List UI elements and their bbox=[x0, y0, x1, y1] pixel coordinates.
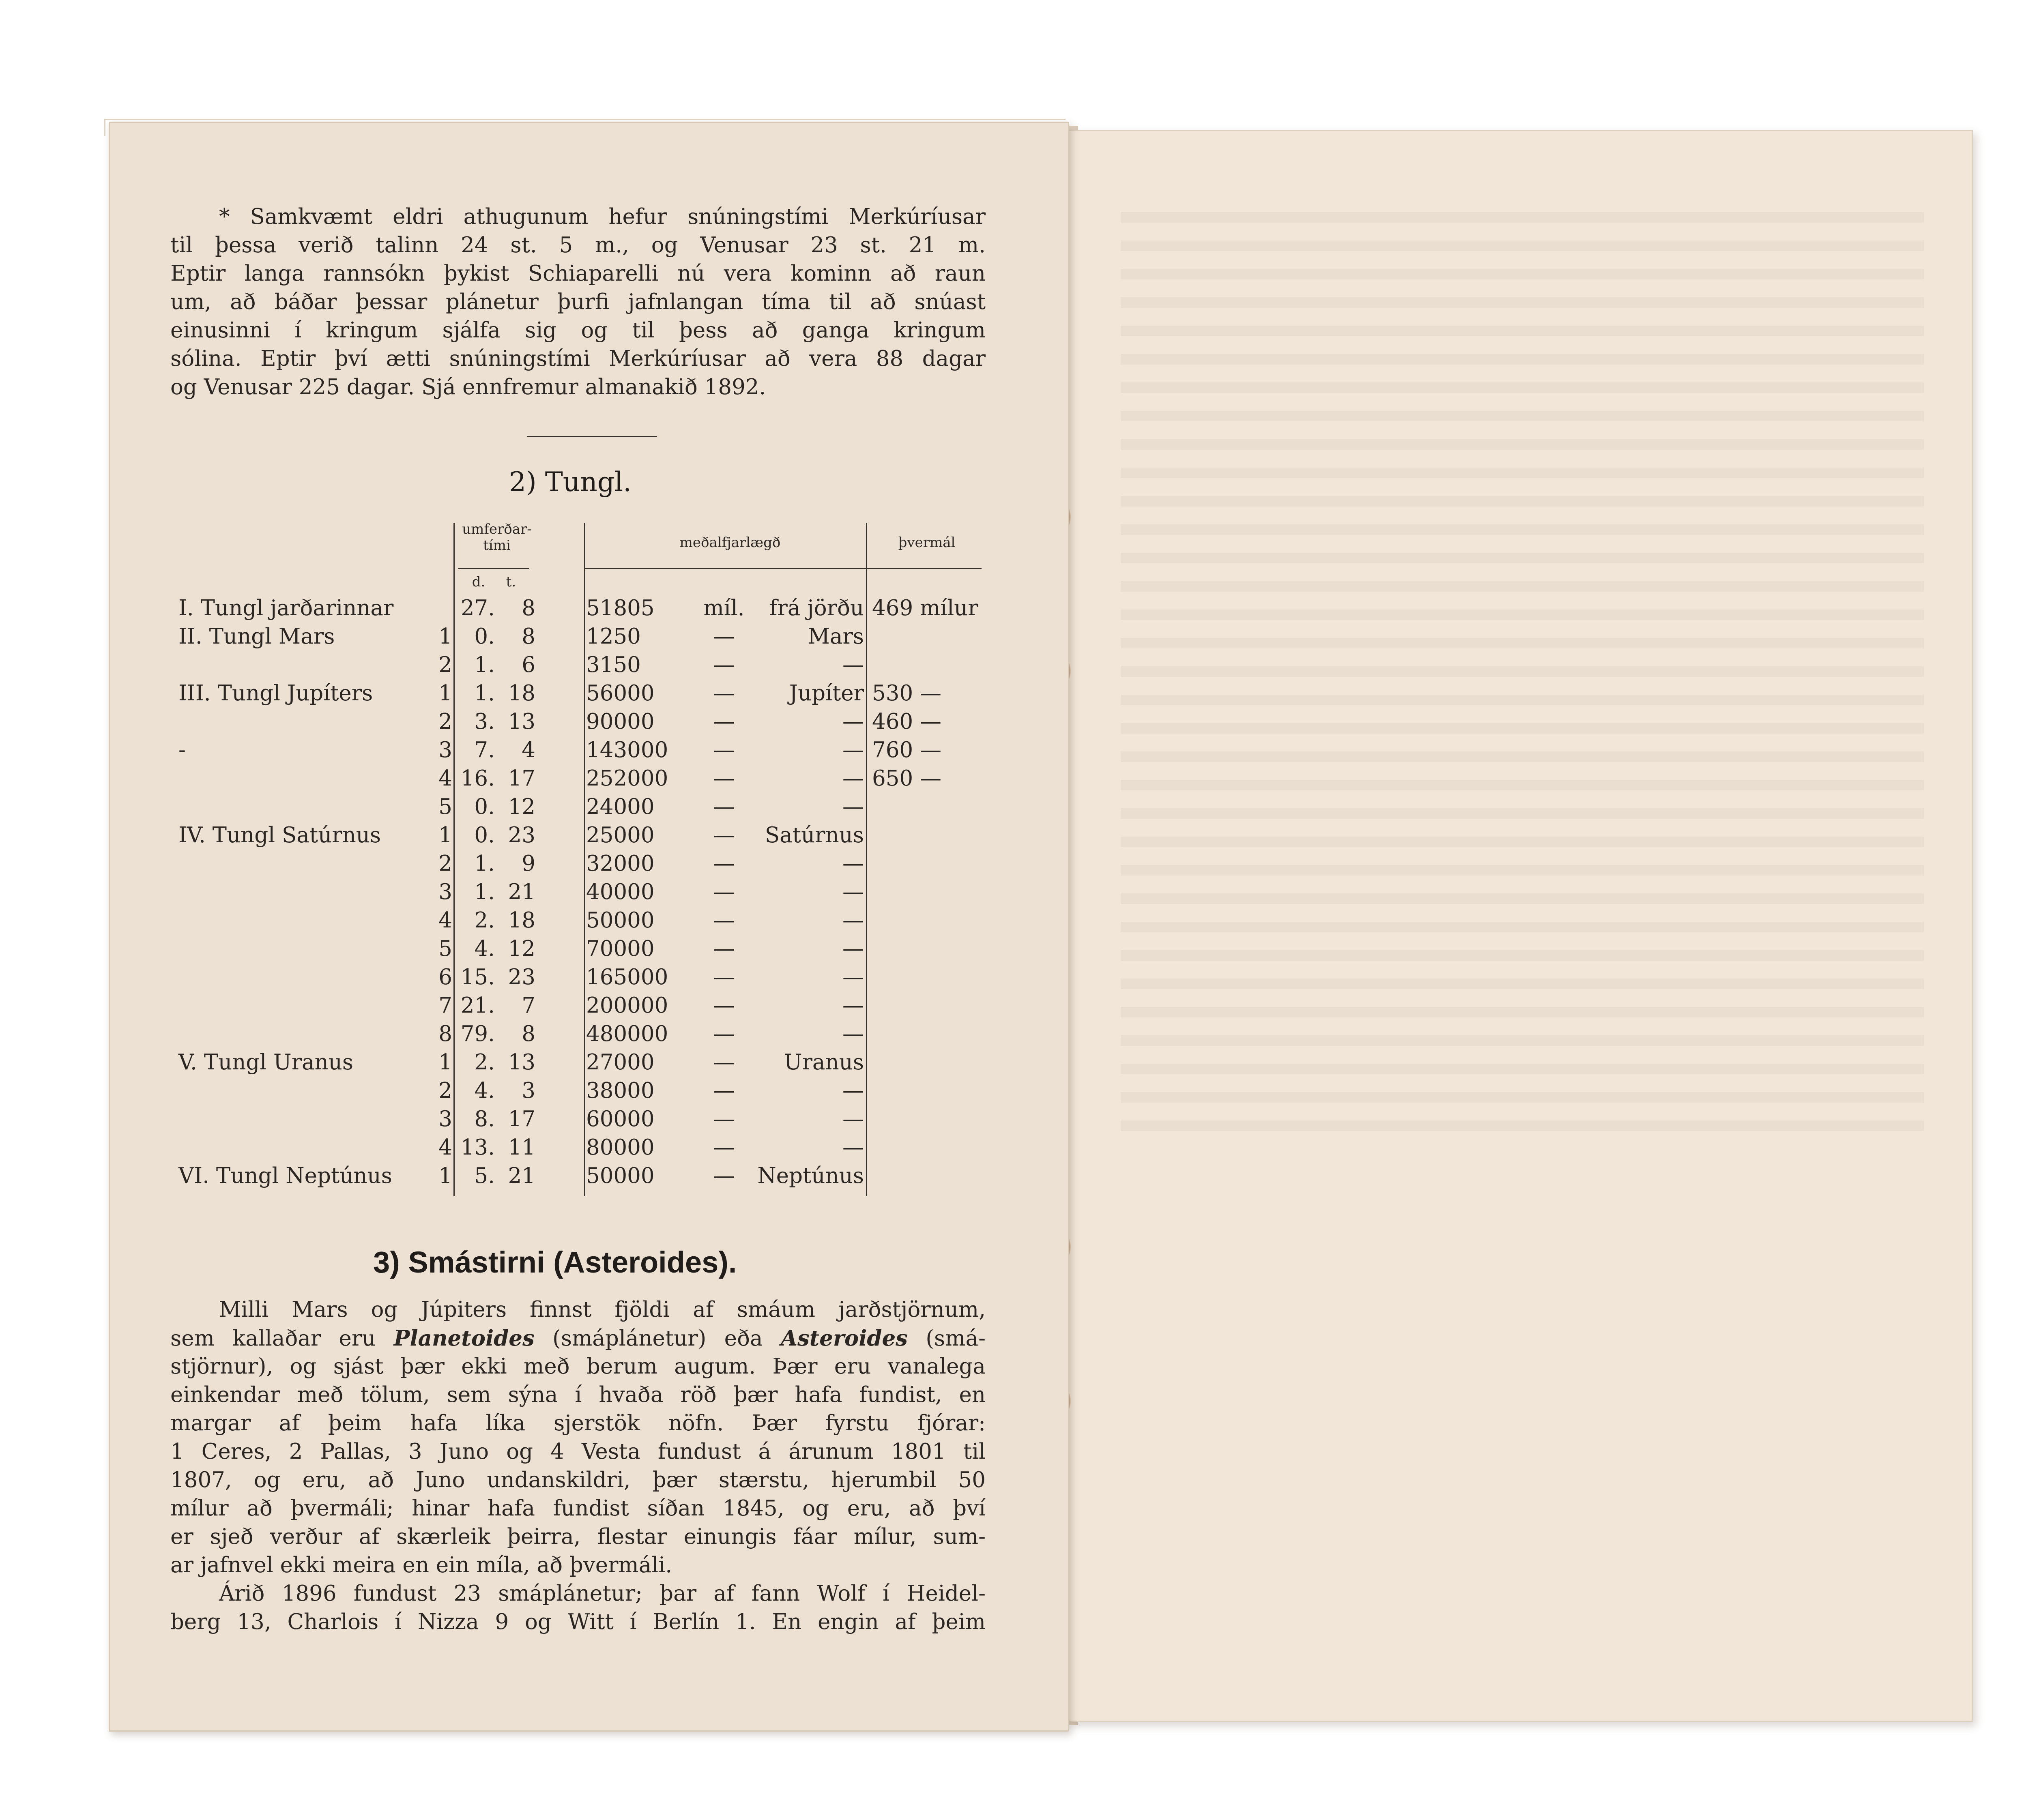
moon-cell-dist: 25000 bbox=[586, 823, 655, 848]
footnote bbox=[170, 203, 986, 401]
moon-cell-unit: — bbox=[713, 1078, 735, 1103]
moon-cell-from: — bbox=[842, 652, 864, 677]
italic-term: Asteroides bbox=[780, 1326, 908, 1351]
moon-cell-n: 1 bbox=[438, 681, 452, 706]
moon-cell-unit: — bbox=[713, 908, 735, 933]
moon-cell-unit: — bbox=[713, 965, 735, 989]
moon-cell-d: 1. bbox=[474, 880, 495, 904]
moon-cell-n: 2 bbox=[438, 652, 452, 677]
header-underline bbox=[584, 568, 982, 569]
footnote-line: sólina. Eptir því ætti snúningstími Merkúríusar að vera 88 dagar bbox=[170, 346, 986, 371]
moon-cell-n: 2 bbox=[438, 1078, 452, 1103]
moon-cell-t: 7 bbox=[522, 993, 535, 1018]
moon-cell-unit: — bbox=[713, 1022, 735, 1046]
moon-cell-dist: 80000 bbox=[586, 1135, 655, 1160]
moon-cell-n: 4 bbox=[438, 766, 452, 791]
footnote-line: og Venusar 225 dagar. Sjá ennfremur almanakið 1892. bbox=[170, 375, 766, 399]
moon-cell-diam: 760 — bbox=[872, 738, 942, 762]
moon-cell-n: 2 bbox=[438, 851, 452, 876]
moon-cell-t: 23 bbox=[508, 823, 535, 848]
table-rule-distance bbox=[584, 523, 585, 1196]
moon-cell-from: — bbox=[842, 1078, 864, 1103]
moon-cell-label: VI. Tungl Neptúnus bbox=[178, 1163, 392, 1188]
asteroids-line: 1 Ceres, 2 Pallas, 3 Juno og 4 Vesta fundust á árunum 1801 til bbox=[170, 1439, 986, 1464]
moon-cell-d: 5. bbox=[474, 1163, 495, 1188]
moon-cell-unit: — bbox=[713, 851, 735, 876]
moon-cell-unit: — bbox=[713, 1135, 735, 1160]
table-rule-diameter bbox=[866, 523, 867, 1196]
moon-cell-unit: — bbox=[713, 993, 735, 1018]
moon-cell-from: — bbox=[842, 1022, 864, 1046]
moon-cell-unit: — bbox=[713, 652, 735, 677]
moon-cell-n: 1 bbox=[438, 1050, 452, 1075]
moon-cell-unit: — bbox=[713, 624, 735, 649]
moon-cell-dist: 200000 bbox=[586, 993, 668, 1018]
asteroids-line: Milli Mars og Júpiters finnst fjöldi af smáum jarðstjörnum, bbox=[219, 1297, 986, 1322]
moon-cell-n: 8 bbox=[438, 1022, 452, 1046]
moon-cell-d: 1. bbox=[474, 681, 495, 706]
asteroids-line: 1807, og eru, að Juno undanskildri, þær stærstu, hjerumbil 50 bbox=[170, 1468, 986, 1492]
moon-cell-dist: 1250 bbox=[586, 624, 641, 649]
footnote-line: til þessa verið talinn 24 st. 5 m., og Venusar 23 st. 21 m. bbox=[170, 233, 986, 258]
moon-cell-label: V. Tungl Uranus bbox=[178, 1050, 354, 1075]
asteroids-line: mílur að þvermáli; hinar hafa fundist síðan 1845, og eru, að því bbox=[170, 1496, 986, 1521]
moon-cell-from: — bbox=[842, 993, 864, 1018]
moon-cell-t: 12 bbox=[508, 794, 535, 819]
moon-cell-t: 6 bbox=[522, 652, 535, 677]
moon-cell-t: 13 bbox=[508, 1050, 535, 1075]
moon-cell-t: 23 bbox=[508, 965, 535, 989]
moon-cell-label: II. Tungl Mars bbox=[178, 624, 335, 649]
unit-days: d. bbox=[472, 574, 486, 590]
moon-cell-d: 0. bbox=[474, 794, 495, 819]
asteroids-line: sem kallaðar eru Planetoides (smáplánetur) eða Asteroides (smá- bbox=[170, 1326, 986, 1351]
moon-cell-unit: — bbox=[713, 823, 735, 848]
section-divider bbox=[527, 436, 657, 437]
moon-cell-label: - bbox=[178, 738, 186, 762]
moon-cell-t: 4 bbox=[522, 738, 535, 762]
moon-cell-t: 21 bbox=[508, 880, 535, 904]
moon-cell-from: — bbox=[842, 1135, 864, 1160]
moon-cell-d: 79. bbox=[460, 1022, 495, 1046]
moon-cell-n: 1 bbox=[438, 1163, 452, 1188]
moon-cell-d: 0. bbox=[474, 624, 495, 649]
moon-cell-dist: 70000 bbox=[586, 936, 655, 961]
asteroids-text bbox=[170, 1296, 986, 1636]
moon-cell-n: 4 bbox=[438, 1135, 452, 1160]
moon-cell-from: Mars bbox=[808, 624, 864, 649]
asteroids-line: er sjeð verður af skærleik þeirra, flestar einungis fáar mílur, sum- bbox=[170, 1524, 986, 1549]
moon-cell-diam: 530 — bbox=[872, 681, 942, 706]
moon-cell-t: 3 bbox=[522, 1078, 535, 1103]
moon-cell-n: 2 bbox=[438, 709, 452, 734]
header-underline bbox=[458, 568, 529, 569]
moon-cell-d: 0. bbox=[474, 823, 495, 848]
moon-cell-dist: 143000 bbox=[586, 738, 668, 762]
moon-cell-from: — bbox=[842, 709, 864, 734]
moon-cell-t: 17 bbox=[508, 766, 535, 791]
moon-cell-label: IV. Tungl Satúrnus bbox=[178, 823, 381, 848]
moon-cell-n: 7 bbox=[438, 993, 452, 1018]
moon-cell-unit: — bbox=[713, 766, 735, 791]
moon-cell-dist: 56000 bbox=[586, 681, 655, 706]
moon-cell-dist: 40000 bbox=[586, 880, 655, 904]
moon-cell-unit: — bbox=[713, 681, 735, 706]
asteroids-line: ar jafnvel ekki meira en ein míla, að þvermáli. bbox=[170, 1553, 672, 1577]
moon-cell-n: 4 bbox=[438, 908, 452, 933]
moon-cell-from: — bbox=[842, 880, 864, 904]
moon-cell-dist: 3150 bbox=[586, 652, 641, 677]
moon-cell-unit: — bbox=[713, 738, 735, 762]
moon-cell-from: Uranus bbox=[784, 1050, 864, 1075]
footnote-line: Eptir langa rannsókn þykist Schiaparelli nú vera kominn að raun bbox=[170, 261, 986, 286]
column-header-distance: meðalfjarlægð bbox=[679, 534, 781, 551]
moon-cell-from: — bbox=[842, 1107, 864, 1131]
moon-cell-d: 21. bbox=[460, 993, 495, 1018]
asteroids-line: margar af þeim hafa líka sjerstök nöfn. Þær fyrstu fjórar: bbox=[170, 1411, 986, 1436]
moon-cell-unit: — bbox=[713, 936, 735, 961]
moon-cell-d: 4. bbox=[474, 936, 495, 961]
asteroids-line: stjörnur), og sjást þær ekki með berum augum. Þær eru vanalega bbox=[170, 1354, 986, 1379]
moon-cell-t: 9 bbox=[522, 851, 535, 876]
moon-cell-n: 3 bbox=[438, 738, 452, 762]
moon-cell-d: 2. bbox=[474, 1050, 495, 1075]
moon-cell-n: 1 bbox=[438, 823, 452, 848]
moon-cell-dist: 480000 bbox=[586, 1022, 668, 1046]
moon-cell-t: 21 bbox=[508, 1163, 535, 1188]
moon-cell-from: Jupíter bbox=[789, 681, 864, 706]
moon-cell-d: 8. bbox=[474, 1107, 495, 1131]
moon-cell-from: Satúrnus bbox=[765, 823, 864, 848]
moon-cell-from: — bbox=[842, 965, 864, 989]
footnote-line: einusinni í kringum sjálfa sig og til þess að ganga kringum bbox=[170, 318, 986, 343]
table-rule-left bbox=[453, 523, 455, 1196]
moon-cell-dist: 24000 bbox=[586, 794, 655, 819]
moon-cell-unit: míl. bbox=[703, 596, 745, 620]
moon-cell-n: 5 bbox=[438, 794, 452, 819]
moon-cell-t: 12 bbox=[508, 936, 535, 961]
moon-cell-dist: 27000 bbox=[586, 1050, 655, 1075]
moon-cell-unit: — bbox=[713, 880, 735, 904]
asteroids-line: einkendar með tölum, sem sýna í hvaða röð þær hafa fundist, en bbox=[170, 1382, 986, 1407]
moon-cell-from: frá jörðu bbox=[769, 596, 864, 620]
moon-cell-from: Neptúnus bbox=[757, 1163, 864, 1188]
moon-cell-from: — bbox=[842, 738, 864, 762]
moon-cell-d: 27. bbox=[460, 596, 495, 620]
moon-cell-unit: — bbox=[713, 709, 735, 734]
moon-cell-n: 6 bbox=[438, 965, 452, 989]
footnote-line: um, að báðar þessar plánetur þurfi jafnlangan tíma til að snúast bbox=[170, 290, 986, 314]
moon-cell-dist: 60000 bbox=[586, 1107, 655, 1131]
moon-cell-unit: — bbox=[713, 1050, 735, 1075]
moon-cell-dist: 38000 bbox=[586, 1078, 655, 1103]
moon-cell-label: III. Tungl Jupíters bbox=[178, 681, 373, 706]
moon-cell-dist: 50000 bbox=[586, 1163, 655, 1188]
moon-cell-n: 3 bbox=[438, 1107, 452, 1131]
column-header-diameter: þvermál bbox=[898, 534, 956, 551]
moon-cell-unit: — bbox=[713, 1163, 735, 1188]
moon-cell-t: 18 bbox=[508, 681, 535, 706]
moon-cell-diam: 650 — bbox=[872, 766, 942, 791]
moon-cell-d: 7. bbox=[474, 738, 495, 762]
moon-cell-n: 1 bbox=[438, 624, 452, 649]
moon-cell-dist: 50000 bbox=[586, 908, 655, 933]
moon-cell-t: 17 bbox=[508, 1107, 535, 1131]
moon-cell-t: 8 bbox=[522, 1022, 535, 1046]
unit-hours: t. bbox=[506, 574, 516, 590]
moon-cell-d: 1. bbox=[474, 851, 495, 876]
moon-cell-d: 15. bbox=[460, 965, 495, 989]
moon-cell-d: 13. bbox=[460, 1135, 495, 1160]
moon-cell-t: 8 bbox=[522, 624, 535, 649]
asteroids-heading: 3) Smástirni (Asteroides). bbox=[373, 1245, 737, 1279]
moon-cell-from: — bbox=[842, 936, 864, 961]
moon-cell-d: 16. bbox=[460, 766, 495, 791]
moon-cell-dist: 252000 bbox=[586, 766, 668, 791]
moon-cell-dist: 51805 bbox=[586, 596, 655, 620]
bleed-through-text bbox=[1121, 212, 1924, 1145]
moon-cell-diam: 469 mílur bbox=[872, 596, 978, 620]
moon-cell-dist: 90000 bbox=[586, 709, 655, 734]
moon-cell-d: 4. bbox=[474, 1078, 495, 1103]
moon-cell-d: 2. bbox=[474, 908, 495, 933]
moon-cell-label: I. Tungl jarðarinnar bbox=[178, 596, 394, 620]
moon-cell-from: — bbox=[842, 908, 864, 933]
asteroids-line: berg 13, Charlois í Nizza 9 og Witt í Berlín 1. En engin af þeim bbox=[170, 1610, 986, 1634]
moon-cell-from: — bbox=[842, 794, 864, 819]
moon-cell-d: 1. bbox=[474, 652, 495, 677]
asteroids-line: Árið 1896 fundust 23 smáplánetur; þar af fann Wolf í Heidel- bbox=[219, 1581, 986, 1606]
moon-cell-unit: — bbox=[713, 794, 735, 819]
moon-cell-unit: — bbox=[713, 1107, 735, 1131]
moon-cell-t: 18 bbox=[508, 908, 535, 933]
moon-cell-dist: 32000 bbox=[586, 851, 655, 876]
moon-cell-diam: 460 — bbox=[872, 709, 942, 734]
moon-cell-n: 5 bbox=[438, 936, 452, 961]
moons-heading: 2) Tungl. bbox=[509, 466, 632, 498]
moon-cell-from: — bbox=[842, 851, 864, 876]
moon-cell-from: — bbox=[842, 766, 864, 791]
moon-cell-n: 3 bbox=[438, 880, 452, 904]
moon-cell-dist: 165000 bbox=[586, 965, 668, 989]
right-page-blank bbox=[1067, 130, 1973, 1722]
moon-cell-t: 8 bbox=[522, 596, 535, 620]
column-header-period: umferðar- tími bbox=[462, 521, 532, 554]
moon-cell-t: 11 bbox=[508, 1135, 535, 1160]
italic-term: Planetoides bbox=[393, 1326, 535, 1351]
moon-cell-t: 13 bbox=[508, 709, 535, 734]
footnote-line: * Samkvæmt eldri athugunum hefur snúningstími Merkúríusar bbox=[219, 204, 986, 229]
moon-cell-d: 3. bbox=[474, 709, 495, 734]
